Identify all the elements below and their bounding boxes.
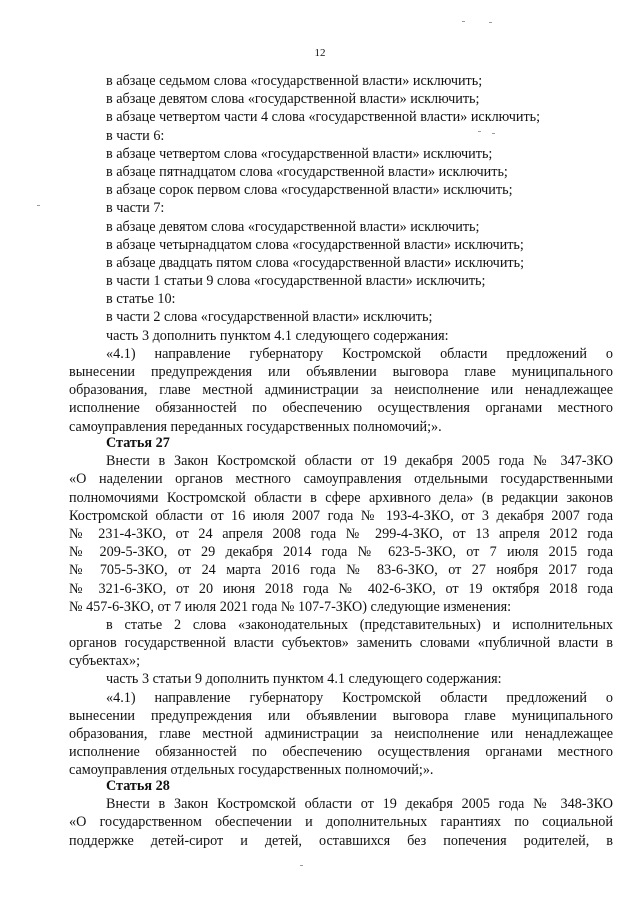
paragraph-line: в абзаце седьмом слова «государственной власти» исключить; — [106, 73, 483, 89]
paragraph-line: часть 3 дополнить пунктом 4.1 следующего содержания: — [106, 327, 449, 344]
paragraph-line: в части 6: — [106, 127, 165, 144]
paragraph-line: «О наделении органов местного самоуправления отдельными государственными — [69, 471, 613, 488]
paragraph-line: «О государственном обеспечении и дополнительных гарантиях по социальной — [69, 814, 613, 831]
scan-speck — [478, 131, 481, 132]
paragraph-line: исполнение обязанностей по обеспечению осуществления органами местного — [69, 744, 613, 761]
paragraph-line: № 231-4-ЗКО, от 24 апреля 2008 года № 299-4-ЗКО, от 13 апреля 2012 года — [69, 525, 613, 542]
paragraph-line: в абзаце четвертом части 4 слова «государственной власти» исключить; — [106, 109, 541, 126]
paragraph-line: в части 1 статьи 9 слова «государственной власти» исключить; — [106, 273, 486, 290]
paragraph-line: № 705-5-ЗКО, от 24 марта 2016 года № 83-6-ЗКО, от 27 ноября 2017 года — [69, 562, 613, 579]
paragraph-line: образования, главе местной администрации за неисполнение или ненадлежащее — [69, 726, 613, 742]
paragraph-line: полномочиями Костромской области в сфере архивного дела» (в редакции законов — [69, 489, 613, 506]
scan-speck — [492, 133, 495, 134]
paragraph-line: субъектах»; — [69, 653, 141, 670]
scan-speck — [37, 205, 40, 206]
paragraph-line: в статье 2 слова «законодательных (представительных) и исполнительных — [106, 616, 613, 633]
paragraph-line: «4.1) направление губернатору Костромской области предложений о — [106, 689, 613, 706]
paragraph-line: в абзаце сорок первом слова «государственной власти» исключить; — [106, 182, 513, 199]
paragraph-line: № 457-6-ЗКО, от 7 июля 2021 года № 107-7-ЗКО) следующие изменения: — [69, 598, 512, 615]
paragraph-line: № 321-6-ЗКО, от 20 июня 2018 года № 402-6-ЗКО, от 19 октября 2018 года — [69, 580, 613, 597]
paragraph-line: самоуправления переданных государственных полномочий;». — [69, 418, 442, 435]
paragraph-line: часть 3 статьи 9 дополнить пунктом 4.1 следующего содержания: — [106, 671, 502, 688]
paragraph-line: в абзаце девятом слова «государственной власти» исключить; — [106, 91, 480, 108]
article-28 — [69, 777, 613, 850]
paragraph-line: «4.1) направление губернатору Костромской области предложений о — [106, 345, 613, 362]
paragraph-line: поддержке детей-сирот и детей, оставшихся без попечения родителей, в — [69, 832, 613, 849]
paragraph-line: Костромской области от 16 июля 2007 года № 193-4-ЗКО, от 3 декабря 2007 года — [69, 507, 613, 524]
paragraph-line: № 209-5-ЗКО, от 29 декабря 2014 года № 623-5-ЗКО, от 7 июля 2015 года — [69, 544, 613, 561]
scan-speck — [462, 21, 465, 22]
paragraph-line: органов государственной власти субъектов» заменить словами «публичной власти в — [69, 635, 613, 652]
paragraph-line: в абзаце двадцать пятом слова «государственной власти» исключить; — [106, 254, 525, 271]
paragraph-line: в части 7: — [106, 200, 165, 217]
paragraph-line: в абзаце пятнадцатом слова «государственной власти» исключить; — [106, 163, 508, 180]
paragraph-line: образования, главе местной администрации за неисполнение или ненадлежащее — [69, 382, 613, 399]
paragraph-line: самоуправления отдельных государственных полномочий;». — [69, 762, 434, 779]
article-title: Статья 27 — [106, 435, 170, 451]
page-number: 12 — [314, 47, 326, 59]
paragraph-line: вынесении предупреждения или объявлении выговора главе муниципального — [69, 364, 613, 380]
amendments-block — [69, 72, 613, 436]
paragraph-line: в абзаце девятом слова «государственной власти» исключить; — [106, 218, 480, 235]
scan-speck — [489, 22, 492, 23]
article-title: Статья 28 — [106, 778, 170, 794]
paragraph-line: в части 2 слова «государственной власти» исключить; — [106, 309, 433, 326]
paragraph-line: в абзаце четырнадцатом слова «государственной власти» исключить; — [106, 236, 524, 253]
paragraph-line: вынесении предупреждения или объявлении выговора главе муниципального — [69, 707, 613, 724]
article-27 — [69, 434, 613, 780]
paragraph-line: в статье 10: — [106, 291, 176, 308]
paragraph-line: в абзаце четвертом слова «государственной власти» исключить; — [106, 145, 493, 162]
scan-speck — [300, 865, 303, 866]
paragraph-line: исполнение обязанностей по обеспечению осуществления органами местного — [69, 400, 613, 417]
paragraph-line: Внести в Закон Костромской области от 19 декабря 2005 года № 348-ЗКО — [106, 796, 613, 813]
paragraph-line: Внести в Закон Костромской области от 19 декабря 2005 года № 347-ЗКО — [106, 453, 613, 470]
